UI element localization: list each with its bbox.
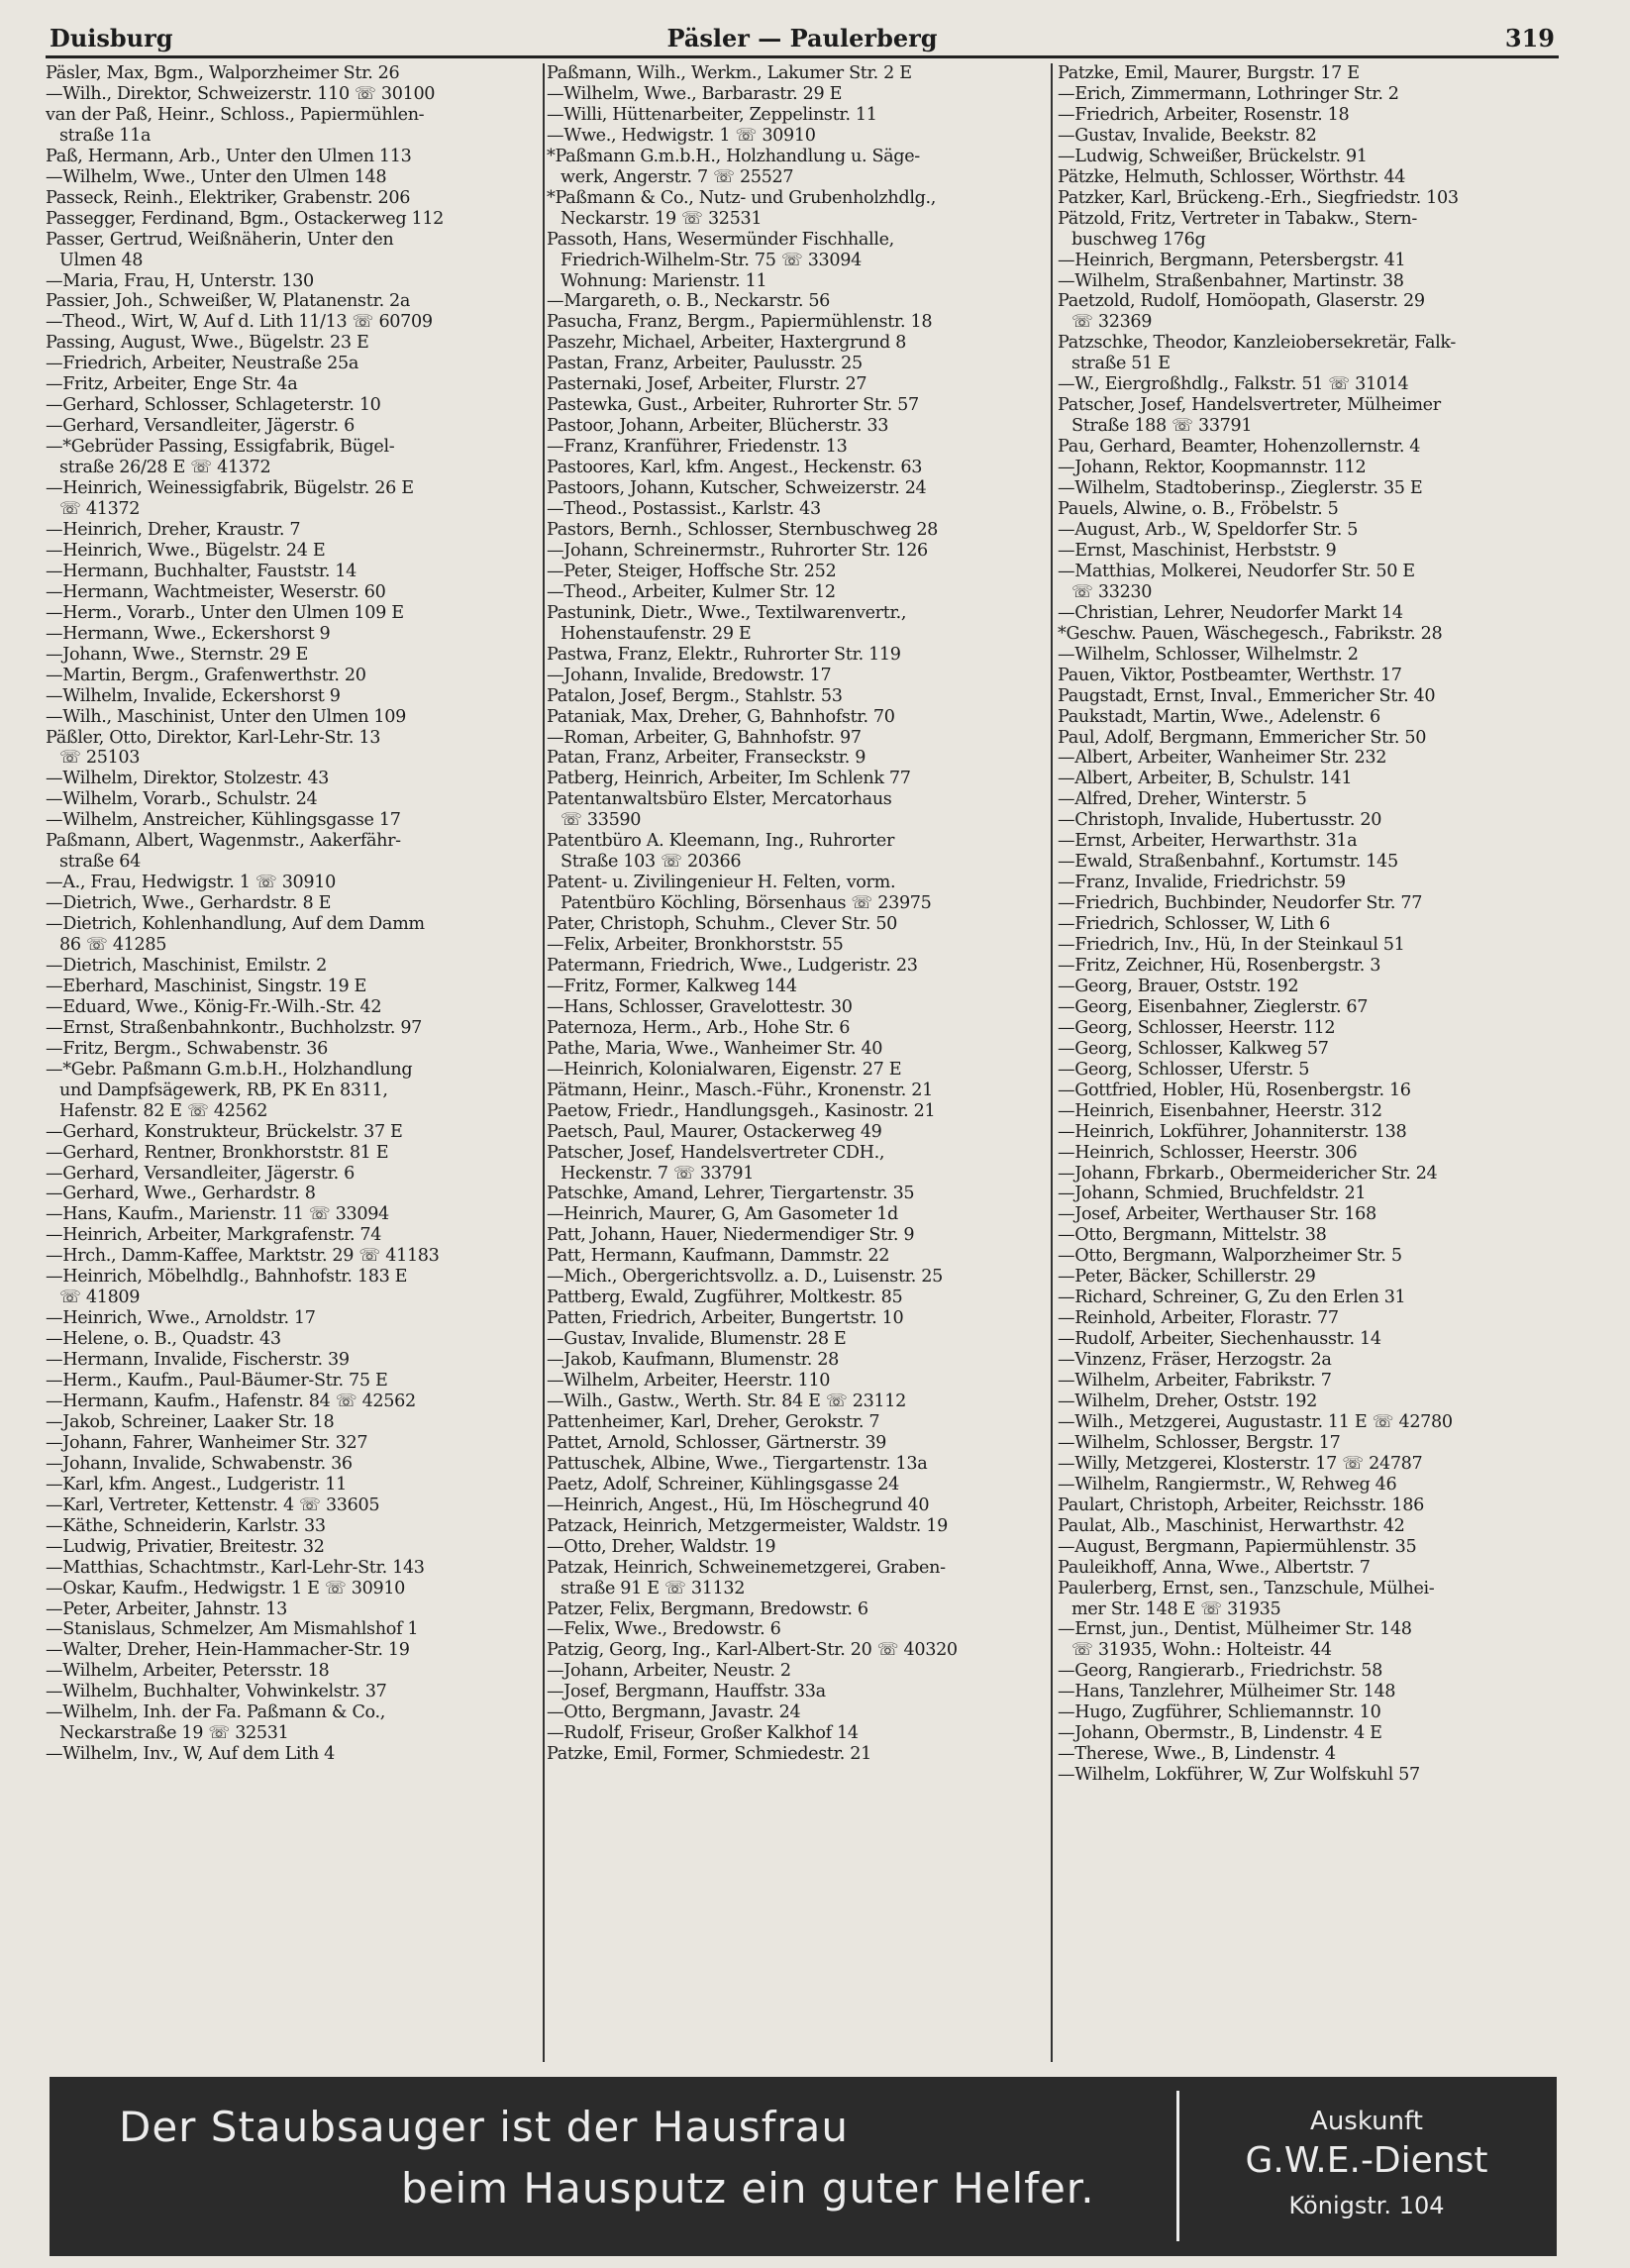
directory-entry-line: —Wilhelm, Vorarb., Schulstr. 24 <box>46 789 318 810</box>
directory-entry-line: Pataniak, Max, Dreher, G, Bahnhofstr. 70 <box>547 706 895 727</box>
directory-entry-line: —Reinhold, Arbeiter, Florastr. 77 <box>1058 1308 1339 1329</box>
directory-entry-line: —Roman, Arbeiter, G, Bahnhofstr. 97 <box>547 727 862 748</box>
directory-entry-line: ☏ 41372 <box>59 499 141 520</box>
directory-entry-line: —Hugo, Zugführer, Schliemannstr. 10 <box>1058 1702 1381 1723</box>
directory-entry-line: Neckarstraße 19 ☏ 32531 <box>59 1723 289 1744</box>
directory-entry-line: —Wilhelm, Stadtoberinsp., Zieglerstr. 35 E <box>1058 478 1423 499</box>
directory-entry-line: —Friedrich, Arbeiter, Rosenstr. 18 <box>1058 104 1350 125</box>
directory-entry-line: —*Gebrüder Passing, Essigfabrik, Bügel- <box>46 437 395 458</box>
directory-entry-line: —Hans, Tanzlehrer, Mülheimer Str. 148 <box>1058 1682 1396 1702</box>
directory-entry-line: —Fritz, Bergm., Schwabenstr. 36 <box>46 1038 328 1059</box>
directory-entry-line: —Gerhard, Wwe., Gerhardstr. 8 <box>46 1184 316 1204</box>
directory-entry-line: —Heinrich, Wwe., Bügelstr. 24 E <box>46 540 326 561</box>
directory-entry-line: Pastoors, Johann, Kutscher, Schweizerstr. 24 <box>547 478 927 499</box>
directory-entry-line: Pauen, Viktor, Postbeamter, Werthstr. 17 <box>1058 665 1402 685</box>
directory-entry-line: —Hermann, Buchhalter, Fauststr. 14 <box>46 561 357 581</box>
directory-entry-line: —Heinrich, Wwe., Arnoldstr. 17 <box>46 1308 316 1329</box>
directory-entry-line: —Gerhard, Rentner, Bronkhorststr. 81 E <box>46 1142 389 1163</box>
directory-entry-line: Paulart, Christoph, Arbeiter, Reichsstr. 186 <box>1058 1495 1424 1515</box>
directory-entry-line: —Wilhelm, Schlosser, Wilhelmstr. 2 <box>1058 644 1359 665</box>
directory-entry-line: —Wilhelm, Wwe., Barbarastr. 29 E <box>547 83 843 104</box>
directory-entry-line: —Georg, Schlosser, Uferstr. 5 <box>1058 1059 1310 1080</box>
directory-entry-line: Pau, Gerhard, Beamter, Hohenzollernstr. 4 <box>1058 437 1421 458</box>
directory-entry-line: —Matthias, Schachtmstr., Karl-Lehr-Str. 143 <box>46 1557 425 1578</box>
directory-entry-line: straße 91 E ☏ 31132 <box>560 1578 746 1598</box>
directory-entry-line: —Wilhelm, Direktor, Stolzestr. 43 <box>46 769 330 789</box>
directory-entry-line: —Matthias, Molkerei, Neudorfer Str. 50 E <box>1058 561 1415 581</box>
directory-entry-line: —Heinrich, Maurer, G, Am Gasometer 1d <box>547 1204 898 1225</box>
directory-entry-line: —Herm., Vorarb., Unter den Ulmen 109 E <box>46 602 404 623</box>
directory-entry-line: Paugstadt, Ernst, Inval., Emmericher Str. 40 <box>1058 685 1436 706</box>
directory-entry-line: Patzer, Felix, Bergmann, Bredowstr. 6 <box>547 1598 868 1619</box>
directory-entry-line: —Walter, Dreher, Hein-Hammacher-Str. 19 <box>46 1640 410 1661</box>
directory-entry-line: Pastan, Franz, Arbeiter, Paulusstr. 25 <box>547 354 863 374</box>
directory-entry-line: —Mich., Obergerichtsvollz. a. D., Luisenstr. 25 <box>547 1267 943 1288</box>
ad-divider <box>1176 2091 1179 2241</box>
directory-entry-line: —Hrch., Damm-Kaffee, Marktstr. 29 ☏ 41183 <box>46 1246 440 1267</box>
directory-entry-line: —W., Eiergroßhdlg., Falkstr. 51 ☏ 31014 <box>1058 374 1409 395</box>
directory-entry-line: —Wilh., Direktor, Schweizerstr. 110 ☏ 30100 <box>46 83 436 104</box>
directory-entry-line: Pastunink, Dietr., Wwe., Textilwarenvertr., <box>547 602 907 623</box>
directory-entry-line: —Fritz, Arbeiter, Enge Str. 4a <box>46 374 298 395</box>
directory-entry-line: Pattet, Arnold, Schlosser, Gärtnerstr. 39 <box>547 1432 887 1453</box>
directory-entry-line: —Gottfried, Hobler, Hü, Rosenbergstr. 16 <box>1058 1080 1411 1100</box>
column-divider <box>543 63 545 2062</box>
directory-entry-line: —Jakob, Kaufmann, Blumenstr. 28 <box>547 1350 839 1371</box>
directory-entry-line: —Richard, Schreiner, G, Zu den Erlen 31 <box>1058 1288 1406 1308</box>
directory-entry-line: —Rudolf, Arbeiter, Siechenhausstr. 14 <box>1058 1329 1381 1350</box>
directory-entry-line: *Paßmann & Co., Nutz- und Grubenholzhdlg., <box>547 187 936 208</box>
directory-entry-line: Passier, Joh., Schweißer, W, Platanenstr. 2a <box>46 291 411 312</box>
directory-entry-line: —Gerhard, Konstrukteur, Brückelstr. 37 E <box>46 1121 403 1142</box>
directory-entry-line: Pathe, Maria, Wwe., Wanheimer Str. 40 <box>547 1038 883 1059</box>
directory-entry-line: Patzke, Emil, Former, Schmiedestr. 21 <box>547 1744 871 1765</box>
directory-entry-line: —Rudolf, Friseur, Großer Kalkhof 14 <box>547 1723 859 1744</box>
directory-entry-line: Paulerberg, Ernst, sen., Tanzschule, Mülhei- <box>1058 1578 1435 1598</box>
directory-entry-line: —Martin, Bergm., Grafenwerthstr. 20 <box>46 665 366 685</box>
directory-entry-line: Patzak, Heinrich, Schweinemetzgerei, Graben- <box>547 1557 946 1578</box>
directory-entry-line: Paul, Adolf, Bergmann, Emmericher Str. 50 <box>1058 727 1427 748</box>
directory-entry-line: werk, Angerstr. 7 ☏ 25527 <box>560 166 794 187</box>
directory-entry-line: —Johann, Rektor, Koopmannstr. 112 <box>1058 458 1367 478</box>
directory-entry-line: —Otto, Bergmann, Javastr. 24 <box>547 1702 801 1723</box>
directory-entry-line: —Willy, Metzgerei, Klosterstr. 17 ☏ 24787 <box>1058 1453 1423 1474</box>
directory-entry-line: Patscher, Josef, Handelsvertreter, Mülheimer <box>1058 395 1441 416</box>
directory-entry-line: —Georg, Eisenbahner, Zieglerstr. 67 <box>1058 996 1369 1017</box>
directory-entry-line: —Franz, Kranführer, Friedenstr. 13 <box>547 437 848 458</box>
directory-entry-line: —Heinrich, Angest., Hü, Im Höschegrund 40 <box>547 1495 930 1515</box>
directory-entry-line: ☏ 41809 <box>59 1288 141 1308</box>
directory-entry-line: —Eduard, Wwe., König-Fr.-Wilh.-Str. 42 <box>46 996 382 1017</box>
directory-entry-line: —Karl, Vertreter, Kettenstr. 4 ☏ 33605 <box>46 1495 380 1515</box>
directory-entry-line: —Otto, Dreher, Waldstr. 19 <box>547 1536 776 1557</box>
directory-entry-line: und Dampfsägewerk, RB, PK En 8311, <box>59 1080 388 1100</box>
directory-entry-line: Paternoza, Herm., Arb., Hohe Str. 6 <box>547 1017 851 1038</box>
page-header <box>46 20 1559 58</box>
directory-entry-line: —Heinrich, Lokführer, Johanniterstr. 138 <box>1058 1121 1407 1142</box>
directory-entry-line: Patzschke, Theodor, Kanzleiobersekretär, Falk- <box>1058 333 1456 354</box>
directory-entry-line: —Johann, Fbrkarb., Obermeidericher Str. 24 <box>1058 1163 1438 1184</box>
directory-entry-line: Ulmen 48 <box>59 250 144 270</box>
directory-entry-line: —Georg, Rangierarb., Friedrichstr. 58 <box>1058 1661 1382 1682</box>
directory-entry-line: —Otto, Bergmann, Walporzheimer Str. 5 <box>1058 1246 1402 1267</box>
directory-entry-line: —Albert, Arbeiter, B, Schulstr. 141 <box>1058 769 1353 789</box>
directory-entry-line: —Hermann, Wachtmeister, Weserstr. 60 <box>46 581 386 602</box>
directory-entry-line: Paulat, Alb., Maschinist, Herwarthstr. 42 <box>1058 1515 1405 1536</box>
directory-entry-line: Pätzold, Fritz, Vertreter in Tabakw., Stern- <box>1058 208 1417 229</box>
directory-entry-line: —Stanislaus, Schmelzer, Am Mismahlshof 1 <box>46 1619 419 1640</box>
directory-entry-line: —Gerhard, Versandleiter, Jägerstr. 6 <box>46 1163 355 1184</box>
directory-entry-line: —Wilhelm, Lokführer, W, Zur Wolfskuhl 57 <box>1058 1765 1420 1786</box>
directory-entry-line: Pauels, Alwine, o. B., Fröbelstr. 5 <box>1058 499 1339 520</box>
directory-entry-line: Passegger, Ferdinand, Bgm., Ostackerweg 112 <box>46 208 445 229</box>
directory-entry-line: —Friedrich, Arbeiter, Neustraße 25a <box>46 354 359 374</box>
directory-entry-line: —Eberhard, Maschinist, Singstr. 19 E <box>46 976 367 996</box>
directory-entry-line: —A., Frau, Hedwigstr. 1 ☏ 30910 <box>46 873 336 893</box>
directory-entry-line: Passing, August, Wwe., Bügelstr. 23 E <box>46 333 369 354</box>
directory-entry-line: Pattberg, Ewald, Zugführer, Moltkestr. 85 <box>547 1288 903 1308</box>
column-divider <box>1051 63 1053 2062</box>
directory-entry-line: —Johann, Schreinermstr., Ruhrorter Str. 126 <box>547 540 928 561</box>
directory-entry-line: —Maria, Frau, H, Unterstr. 130 <box>46 270 314 291</box>
directory-entry-line: —Heinrich, Eisenbahner, Heerstr. 312 <box>1058 1100 1382 1121</box>
directory-entry-line: Patten, Friedrich, Arbeiter, Bungertstr. 10 <box>547 1308 904 1329</box>
directory-entry-line: —Peter, Steiger, Hoffsche Str. 252 <box>547 561 837 581</box>
directory-entry-line: —Theod., Wirt, W, Auf d. Lith 11/13 ☏ 60709 <box>46 312 433 333</box>
directory-entry-line: —Wilhelm, Rangiermstr., W, Rehweg 46 <box>1058 1474 1397 1495</box>
directory-entry-line: *Geschw. Pauen, Wäschegesch., Fabrikstr. 28 <box>1058 623 1443 644</box>
directory-entry-line: Straße 188 ☏ 33791 <box>1071 416 1253 437</box>
directory-entry-line: —Herm., Kaufm., Paul-Bäumer-Str. 75 E <box>46 1371 388 1392</box>
directory-entry-line: —Dietrich, Wwe., Gerhardstr. 8 E <box>46 893 332 914</box>
directory-entry-line: Patt, Hermann, Kaufmann, Dammstr. 22 <box>547 1246 890 1267</box>
directory-entry-line: —Theod., Postassist., Karlstr. 43 <box>547 499 821 520</box>
directory-entry-line: —Erich, Zimmermann, Lothringer Str. 2 <box>1058 83 1399 104</box>
directory-entry-line: —Ludwig, Privatier, Breitestr. 32 <box>46 1536 325 1557</box>
directory-entry-line: —Ewald, Straßenbahnf., Kortumstr. 145 <box>1058 852 1398 873</box>
directory-entry-line: —Ernst, Maschinist, Herbststr. 9 <box>1058 540 1337 561</box>
directory-entry-line: Patzig, Georg, Ing., Karl-Albert-Str. 20 ☏ 40320 <box>547 1640 958 1661</box>
directory-column-1 <box>46 63 541 2062</box>
directory-entry-line: —Johann, Obermstr., B, Lindenstr. 4 E <box>1058 1723 1382 1744</box>
directory-entry-line: Patzack, Heinrich, Metzgermeister, Waldstr. 19 <box>547 1515 948 1536</box>
directory-entry-line: —Wilh., Metzgerei, Augustastr. 11 E ☏ 42780 <box>1058 1411 1453 1432</box>
directory-entry-line: Patentbüro A. Kleemann, Ing., Ruhrorter <box>547 831 894 852</box>
directory-entry-line: —Johann, Fahrer, Wanheimer Str. 327 <box>46 1432 368 1453</box>
directory-entry-line: 86 ☏ 41285 <box>59 935 167 956</box>
directory-entry-line: Patberg, Heinrich, Arbeiter, Im Schlenk 77 <box>547 769 911 789</box>
directory-entry-line: Pastoores, Karl, kfm. Angest., Heckenstr. 63 <box>547 458 923 478</box>
directory-entry-line: Paszehr, Michael, Arbeiter, Haxtergrund 8 <box>547 333 907 354</box>
directory-entry-line: —Hans, Schlosser, Gravelottestr. 30 <box>547 996 853 1017</box>
directory-entry-line: Pastewka, Gust., Arbeiter, Ruhrorter Str. 57 <box>547 395 919 416</box>
directory-entry-line: Patt, Johann, Hauer, Niedermendiger Str. 9 <box>547 1225 915 1246</box>
directory-entry-line: Friedrich-Wilhelm-Str. 75 ☏ 33094 <box>560 250 862 270</box>
directory-entry-line: Paßmann, Wilh., Werkm., Lakumer Str. 2 E <box>547 63 912 83</box>
directory-entry-line: mer Str. 148 E ☏ 31935 <box>1071 1598 1281 1619</box>
directory-entry-line: —Ludwig, Schweißer, Brückelstr. 91 <box>1058 146 1368 166</box>
directory-column-3 <box>1058 63 1559 2062</box>
directory-entry-line: —Heinrich, Kolonialwaren, Eigenstr. 27 E <box>547 1059 902 1080</box>
directory-entry-line: —Heinrich, Weinessigfabrik, Bügelstr. 26 E <box>46 478 414 499</box>
directory-entry-line: Pasternaki, Josef, Arbeiter, Flurstr. 27 <box>547 374 867 395</box>
directory-entry-line: —Heinrich, Arbeiter, Markgrafenstr. 74 <box>46 1225 382 1246</box>
directory-entry-line: Paetz, Adolf, Schreiner, Kühlingsgasse 24 <box>547 1474 899 1495</box>
directory-entry-line: —Alfred, Dreher, Winterstr. 5 <box>1058 789 1307 810</box>
directory-entry-line: —Willi, Hüttenarbeiter, Zeppelinstr. 11 <box>547 104 877 125</box>
directory-entry-line: —Wilhelm, Inv., W, Auf dem Lith 4 <box>46 1744 336 1765</box>
directory-entry-line: Patermann, Friedrich, Wwe., Ludgeristr. 23 <box>547 955 918 976</box>
directory-entry-line: ☏ 33230 <box>1071 581 1153 602</box>
directory-entry-line: —Wilh., Maschinist, Unter den Ulmen 109 <box>46 706 406 727</box>
directory-entry-line: —Helene, o. B., Quadstr. 43 <box>46 1329 281 1350</box>
ad-info-label: Auskunft <box>1310 2107 1423 2136</box>
directory-entry-line: —Wilhelm, Buchhalter, Vohwinkelstr. 37 <box>46 1682 387 1702</box>
directory-entry-line: —Josef, Arbeiter, Werthauser Str. 168 <box>1058 1204 1376 1225</box>
directory-entry-line: —Franz, Invalide, Friedrichstr. 59 <box>1058 873 1346 893</box>
directory-entry-line: Pasucha, Franz, Bergm., Papiermühlenstr. 18 <box>547 312 933 333</box>
directory-entry-line: —Ernst, Straßenbahnkontr., Buchholzstr. 97 <box>46 1017 423 1038</box>
directory-entry-line: buschweg 176g <box>1071 229 1206 250</box>
directory-entry-line: —Dietrich, Maschinist, Emilstr. 2 <box>46 955 327 976</box>
directory-entry-line: —Friedrich, Schlosser, W, Lith 6 <box>1058 914 1330 935</box>
advertisement-banner <box>50 2077 1557 2256</box>
directory-entry-line: —Therese, Wwe., B, Lindenstr. 4 <box>1058 1744 1336 1765</box>
ad-service-name: G.W.E.-Dienst <box>1245 2140 1488 2181</box>
directory-entry-line: —Wilhelm, Dreher, Oststr. 192 <box>1058 1392 1317 1411</box>
directory-entry-line: —Theod., Arbeiter, Kulmer Str. 12 <box>547 581 836 602</box>
directory-entry-line: —Felix, Arbeiter, Bronkhorststr. 55 <box>547 935 844 956</box>
directory-entry-line: —Wwe., Hedwigstr. 1 ☏ 30910 <box>547 125 816 146</box>
directory-entry-line: straße 64 <box>59 852 141 873</box>
directory-entry-line: —Gerhard, Schlosser, Schlageterstr. 10 <box>46 395 381 416</box>
directory-entry-line: Passoth, Hans, Wesermünder Fischhalle, <box>547 229 894 250</box>
directory-entry-line: Patzker, Karl, Brückeng.-Erh., Siegfriedstr. 103 <box>1058 187 1459 208</box>
directory-entry-line: —Johann, Invalide, Schwabenstr. 36 <box>46 1453 353 1474</box>
directory-entry-line: —Hermann, Kaufm., Hafenstr. 84 ☏ 42562 <box>46 1392 416 1411</box>
directory-entry-line: Pastoor, Johann, Arbeiter, Blücherstr. 33 <box>547 416 889 437</box>
directory-entry-line: Päsler, Max, Bgm., Walporzheimer Str. 26 <box>46 63 400 83</box>
directory-entry-line: Pauleikhoff, Anna, Wwe., Albertstr. 7 <box>1058 1557 1371 1578</box>
directory-entry-line: —Peter, Arbeiter, Jahnstr. 13 <box>46 1598 287 1619</box>
directory-entry-line: —*Gebr. Paßmann G.m.b.H., Holzhandlung <box>46 1059 413 1080</box>
directory-entry-line: —Wilhelm, Wwe., Unter den Ulmen 148 <box>46 166 387 187</box>
directory-entry-line: Neckarstr. 19 ☏ 32531 <box>560 208 763 229</box>
directory-entry-line: Patent- u. Zivilingenieur H. Felten, vorm. <box>547 873 896 893</box>
directory-entry-line: —Johann, Arbeiter, Neustr. 2 <box>547 1661 791 1682</box>
directory-entry-line: —Fritz, Former, Kalkweg 144 <box>547 976 797 996</box>
directory-entry-line: Straße 103 ☏ 20366 <box>560 852 742 873</box>
directory-entry-line: —Friedrich, Inv., Hü, In der Steinkaul 51 <box>1058 935 1405 956</box>
directory-entry-line: *Paßmann G.m.b.H., Holzhandlung u. Säge- <box>547 146 920 166</box>
directory-entry-line: —August, Arb., W, Speldorfer Str. 5 <box>1058 519 1359 540</box>
directory-entry-line: straße 11a <box>59 125 152 146</box>
directory-entry-line: —Wilh., Gastw., Werth. Str. 84 E ☏ 23112 <box>547 1392 906 1411</box>
directory-entry-line: —Hermann, Wwe., Eckershorst 9 <box>46 623 331 644</box>
directory-entry-line: Paukstadt, Martin, Wwe., Adelenstr. 6 <box>1058 706 1380 727</box>
directory-entry-line: —Karl, kfm. Angest., Ludgeristr. 11 <box>46 1474 347 1495</box>
directory-entry-line: —Jakob, Schreiner, Laaker Str. 18 <box>46 1411 335 1432</box>
directory-entry-line: —Wilhelm, Arbeiter, Heerstr. 110 <box>547 1371 831 1392</box>
directory-entry-line: ☏ 32369 <box>1071 312 1153 333</box>
directory-entry-line: —Johann, Invalide, Bredowstr. 17 <box>547 665 832 685</box>
directory-column-2 <box>547 63 1042 2062</box>
header-city: Duisburg <box>50 24 173 52</box>
directory-entry-line: —Georg, Schlosser, Heerstr. 112 <box>1058 1017 1336 1038</box>
directory-entry-line: ☏ 25103 <box>59 748 141 769</box>
directory-entry-line: Pattuschek, Albine, Wwe., Tiergartenstr. 13a <box>547 1453 928 1474</box>
directory-entry-line: ☏ 31935, Wohn.: Holteistr. 44 <box>1071 1640 1332 1661</box>
ad-slogan-line2: beim Hausputz ein guter Helfer. <box>401 2164 1095 2213</box>
directory-entry-line: —Ernst, Arbeiter, Herwarthstr. 31a <box>1058 831 1358 852</box>
directory-entry-line: Wohnung: Marienstr. 11 <box>560 270 767 291</box>
directory-entry-line: —Oskar, Kaufm., Hedwigstr. 1 E ☏ 30910 <box>46 1578 406 1598</box>
directory-entry-line: —Gerhard, Versandleiter, Jägerstr. 6 <box>46 416 355 437</box>
directory-entry-line: —Wilhelm, Schlosser, Bergstr. 17 <box>1058 1432 1341 1453</box>
directory-entry-line: ☏ 33590 <box>560 810 642 831</box>
directory-entry-line: —Wilhelm, Anstreicher, Kühlingsgasse 17 <box>46 810 401 831</box>
directory-entry-line: —Hermann, Invalide, Fischerstr. 39 <box>46 1350 350 1371</box>
directory-entry-line: —Johann, Wwe., Sternstr. 29 E <box>46 644 308 665</box>
directory-entry-line: Paetsch, Paul, Maurer, Ostackerweg 49 <box>547 1121 882 1142</box>
directory-entry-line: —Wilhelm, Arbeiter, Fabrikstr. 7 <box>1058 1371 1332 1392</box>
directory-entry-line: —Gustav, Invalide, Beekstr. 82 <box>1058 125 1317 146</box>
directory-entry-line: —Dietrich, Kohlenhandlung, Auf dem Damm <box>46 914 425 935</box>
directory-entry-line: straße 26/28 E ☏ 41372 <box>59 458 271 478</box>
ad-slogan-line1: Der Staubsauger ist der Hausfrau <box>119 2103 850 2151</box>
directory-entry-line: Patalon, Josef, Bergm., Stahlstr. 53 <box>547 685 843 706</box>
directory-entry-line: Heckenstr. 7 ☏ 33791 <box>560 1163 755 1184</box>
directory-entry-line: Paßmann, Albert, Wagenmstr., Aakerfähr- <box>46 831 401 852</box>
directory-entry-line: —Gustav, Invalide, Blumenstr. 28 E <box>547 1329 847 1350</box>
directory-entry-line: Paß, Hermann, Arb., Unter den Ulmen 113 <box>46 146 412 166</box>
directory-entry-line: —Peter, Bäcker, Schillerstr. 29 <box>1058 1267 1316 1288</box>
directory-entry-line: —Johann, Schmied, Bruchfeldstr. 21 <box>1058 1184 1367 1204</box>
directory-entry-line: Päßler, Otto, Direktor, Karl-Lehr-Str. 13 <box>46 727 381 748</box>
directory-entry-line: —Vinzenz, Fräser, Herzogstr. 2a <box>1058 1350 1332 1371</box>
directory-entry-line: —Friedrich, Buchbinder, Neudorfer Str. 77 <box>1058 893 1423 914</box>
directory-entry-line: —Käthe, Schneiderin, Karlstr. 33 <box>46 1515 326 1536</box>
directory-entry-line: —Felix, Wwe., Bredowstr. 6 <box>547 1619 781 1640</box>
directory-entry-line: Paetow, Friedr., Handlungsgeh., Kasinostr. 21 <box>547 1100 936 1121</box>
header-range: Päsler — Paulerberg <box>666 24 938 52</box>
directory-entry-line: —Heinrich, Schlosser, Heerstr. 306 <box>1058 1142 1358 1163</box>
directory-entry-line: Hafenstr. 82 E ☏ 42562 <box>59 1100 268 1121</box>
directory-entry-line: —Otto, Bergmann, Mittelstr. 38 <box>1058 1225 1327 1246</box>
directory-entry-line: —August, Bergmann, Papiermühlenstr. 35 <box>1058 1536 1417 1557</box>
directory-entry-line: —Margareth, o. B., Neckarstr. 56 <box>547 291 831 312</box>
ad-address: Königstr. 104 <box>1288 2192 1445 2219</box>
directory-entry-line: —Ernst, jun., Dentist, Mülheimer Str. 148 <box>1058 1619 1412 1640</box>
directory-entry-line: Patan, Franz, Arbeiter, Franseckstr. 9 <box>547 748 866 769</box>
directory-entry-line: Patschke, Amand, Lehrer, Tiergartenstr. 35 <box>547 1184 915 1204</box>
directory-entry-line: Pastwa, Franz, Elektr., Ruhrorter Str. 119 <box>547 644 901 665</box>
directory-entry-line: Patentbüro Köchling, Börsenhaus ☏ 23975 <box>560 893 932 914</box>
directory-entry-line: —Heinrich, Möbelhdlg., Bahnhofstr. 183 E <box>46 1267 408 1288</box>
directory-entry-line: —Christian, Lehrer, Neudorfer Markt 14 <box>1058 602 1403 623</box>
directory-entry-line: Patzke, Emil, Maurer, Burgstr. 17 E <box>1058 63 1360 83</box>
directory-entry-line: —Georg, Brauer, Oststr. 192 <box>1058 976 1299 996</box>
directory-entry-line: Hohenstaufenstr. 29 E <box>560 623 752 644</box>
directory-entry-line: Paetzold, Rudolf, Homöopath, Glaserstr. 29 <box>1058 291 1425 312</box>
directory-entry-line: —Wilhelm, Invalide, Eckershorst 9 <box>46 685 341 706</box>
directory-entry-line: Pastors, Bernh., Schlosser, Sternbuschweg 28 <box>547 519 939 540</box>
directory-entry-line: —Georg, Schlosser, Kalkweg 57 <box>1058 1038 1329 1059</box>
directory-entry-line: —Fritz, Zeichner, Hü, Rosenbergstr. 3 <box>1058 955 1381 976</box>
directory-entry-line: Pätmann, Heinr., Masch.-Führ., Kronenstr. 21 <box>547 1080 933 1100</box>
directory-entry-line: Patscher, Josef, Handelsvertreter CDH., <box>547 1142 885 1163</box>
page-number: 319 <box>1504 24 1555 52</box>
directory-entry-line: —Heinrich, Bergmann, Petersbergstr. 41 <box>1058 250 1406 270</box>
directory-entry-line: Passer, Gertrud, Weißnäherin, Unter den <box>46 229 394 250</box>
directory-entry-line: straße 51 E <box>1071 354 1171 374</box>
directory-entry-line: —Wilhelm, Straßenbahner, Martinstr. 38 <box>1058 270 1404 291</box>
directory-entry-line: Pätzke, Helmuth, Schlosser, Wörthstr. 44 <box>1058 166 1406 187</box>
directory-entry-line: Pattenheimer, Karl, Dreher, Gerokstr. 7 <box>547 1411 880 1432</box>
directory-entry-line: —Christoph, Invalide, Hubertusstr. 20 <box>1058 810 1382 831</box>
directory-entry-line: van der Paß, Heinr., Schloss., Papiermühlen- <box>46 104 425 125</box>
directory-entry-line: —Wilhelm, Arbeiter, Petersstr. 18 <box>46 1661 330 1682</box>
directory-entry-line: Pater, Christoph, Schuhm., Clever Str. 50 <box>547 914 898 935</box>
directory-entry-line: Patentanwaltsbüro Elster, Mercatorhaus <box>547 789 892 810</box>
directory-entry-line: —Albert, Arbeiter, Wanheimer Str. 232 <box>1058 748 1387 769</box>
directory-entry-line: Passeck, Reinh., Elektriker, Grabenstr. 206 <box>46 187 411 208</box>
directory-entry-line: —Wilhelm, Inh. der Fa. Paßmann & Co., <box>46 1702 385 1723</box>
directory-entry-line: —Hans, Kaufm., Marienstr. 11 ☏ 33094 <box>46 1204 389 1225</box>
directory-entry-line: —Heinrich, Dreher, Kraustr. 7 <box>46 519 301 540</box>
directory-entry-line: —Josef, Bergmann, Hauffstr. 33a <box>547 1682 826 1702</box>
